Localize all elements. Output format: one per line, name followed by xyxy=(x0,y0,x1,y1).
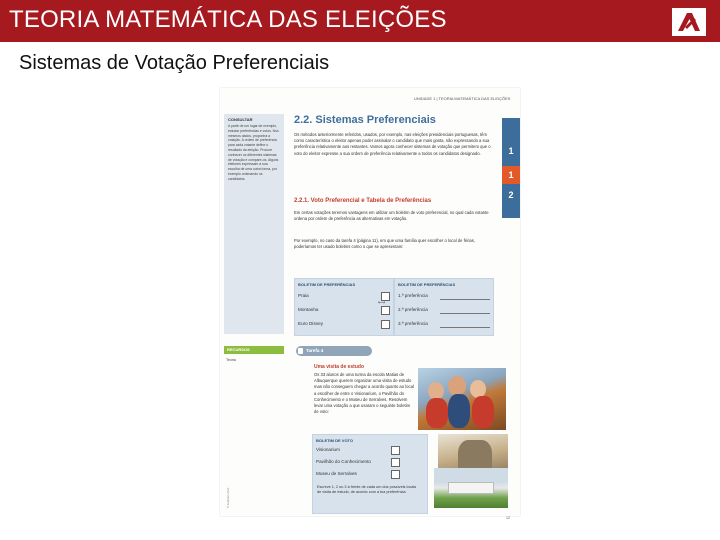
ballot-option xyxy=(398,305,490,317)
ballot-option-label: Pavilhão do Conhecimento xyxy=(316,459,371,464)
margin-note: © Edições ASA xyxy=(226,487,230,508)
ballot-option xyxy=(316,457,400,469)
ballot-note: Escreve 1, 2 ou 3 à frente de cada um dos possíveis locais de visita de estudo, de acordo com a tua preferência. xyxy=(317,485,417,495)
task-title: Uma visita de estudo xyxy=(314,364,365,370)
ballot-option-label: Visionarium xyxy=(316,447,340,452)
checkbox-icon xyxy=(391,470,400,479)
ballot-option xyxy=(316,445,400,457)
ballot-option xyxy=(298,305,390,317)
ballot-title: BOLETIM DE PREFERÊNCIAS xyxy=(298,282,356,287)
ballot-title: BOLETIM DE VOTO xyxy=(316,438,354,443)
ballot-option xyxy=(298,319,390,331)
page-number: 12 xyxy=(506,516,510,520)
students-photo xyxy=(418,368,506,430)
slide-header xyxy=(0,0,720,42)
task-label: Tarefa 4 xyxy=(306,348,324,353)
ballot-option-label: Praia xyxy=(298,293,309,298)
ballot-option-label: 2.ª preferência xyxy=(398,307,428,312)
checkbox-icon xyxy=(381,320,390,329)
sidebar-text: A partir de um lugar de exemplo, estudar preferências e votos. Nos mesmos dados, proponha a votação. A ordem de preferência para cada votante define o resultado da eleição. Procure conhecer os diferentes sistemas de votação e compare-os. Alguns eleitores expressam a sua escolha de uma outra forma, por exemplo ordenando os candidatos. xyxy=(228,124,279,181)
running-head: UNIDADE 1 | TEORIA MATEMÁTICA DAS ELEIÇÕES xyxy=(414,96,511,101)
ballot-title: BOLETIM DE PREFERÊNCIAS xyxy=(398,282,456,287)
side-tab-number: 2 xyxy=(508,190,514,200)
sidebar-box xyxy=(224,114,284,334)
ballot-option-label: 1.ª preferência xyxy=(398,293,428,298)
resources-text: Teoria xyxy=(226,358,236,362)
write-line xyxy=(440,313,490,314)
sidebar-heading: CONSULTAR xyxy=(228,117,253,122)
task-bar xyxy=(296,346,372,356)
checkbox-icon xyxy=(391,446,400,455)
intro-paragraph: Os métodos anteriormente referidos, usados, por exemplo, nas eleições presidenciais portuguesas, têm como característica o eleitor apenas poder assinalar o candidato que mais gosta, não expressando a sua preferência relativamente aos restantes. Vamos agora conhecer sistemas de votação que permitem que o voto do eleitor expresse a sua ordem de preferência relativamente a todos os candidatos designado. xyxy=(294,132,491,156)
slide-title: TEORIA MATEMÁTICA DAS ELEIÇÕES xyxy=(9,6,447,33)
side-tab-number: 1 xyxy=(508,146,514,156)
ballot-option-label: 3.ª preferência xyxy=(398,321,428,326)
building-photo xyxy=(434,468,508,508)
ballot-option xyxy=(398,291,490,303)
task-paragraph: Os 33 alunos de uma turma da escola Matias de Albuquerque querem organizar uma visita de estudo mas não conseguem chegar a acordo quanto ao local a escolher de entre o Visionarium, o Pavilhão do Conhecimento e o Museu de Serralves. Resolvem levar uma votação a que usaram o seguinte boletim de voto: xyxy=(314,372,414,415)
checkbox-icon xyxy=(391,458,400,467)
ballot-option xyxy=(316,469,400,481)
ballot-left xyxy=(294,278,394,336)
slide-subtitle: Sistemas de Votação Preferenciais xyxy=(19,52,330,74)
ballot-right xyxy=(394,278,494,336)
write-line xyxy=(440,299,490,300)
ballot-vote xyxy=(312,434,428,514)
checkbox-icon xyxy=(381,306,390,315)
side-tab-number-active: 1 xyxy=(502,166,520,184)
ballot-option xyxy=(298,291,390,303)
resources-label: RECURSOS xyxy=(227,347,250,352)
subsection-title: 2.2.1. Voto Preferencial e Tabela de Preferências xyxy=(294,198,432,204)
chapter-side-tab xyxy=(502,118,520,218)
arrow-icon: ⟷ xyxy=(378,300,386,306)
ballot-option xyxy=(398,319,490,331)
textbook-page-image xyxy=(220,88,520,520)
ballot-option-label: Museu de Serralves xyxy=(316,471,357,476)
section-title: 2.2. Sistemas Preferenciais xyxy=(294,114,436,126)
ballot-option-label: Euro Disney xyxy=(298,321,324,326)
task-icon xyxy=(298,348,303,354)
write-line xyxy=(440,327,490,328)
paragraph-3: Por exemplo, no caso da tarefa 4 (página 11), em que uma família quer escolher o local de férias, poderíamos ter usado boletins como o que se apresentam: xyxy=(294,238,476,250)
paragraph-2: Em certas votações teremos vantagens em utilizar um boletim de voto preferencial, no qual cada votante ordena por ordem de preferência as alternativas em votação. xyxy=(294,210,489,222)
resources-bar xyxy=(224,346,284,354)
publisher-logo-icon xyxy=(672,8,706,36)
ballot-option-label: Montanha xyxy=(298,307,319,312)
